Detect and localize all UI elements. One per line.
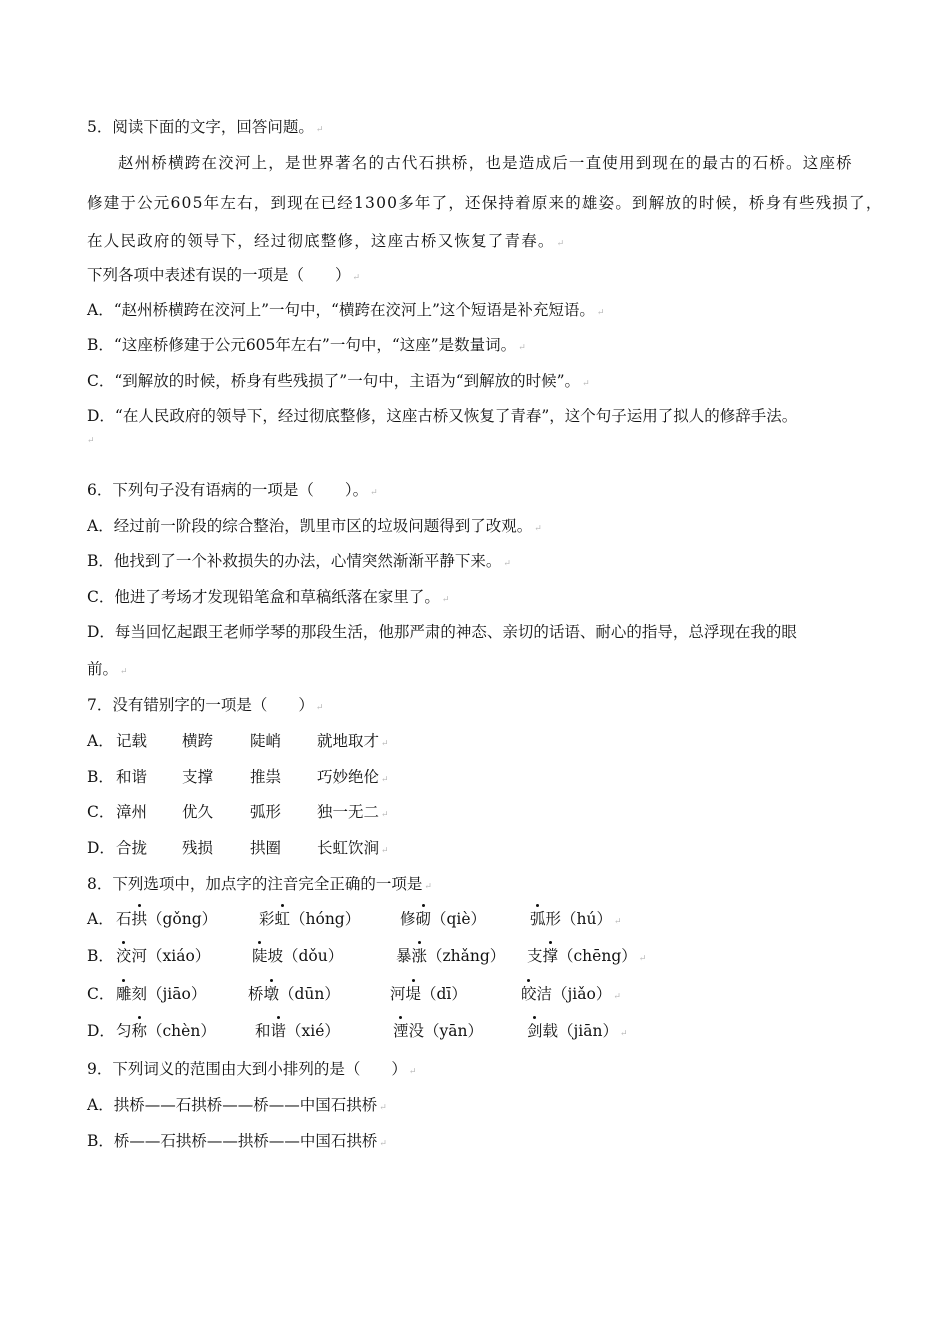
paragraph-mark: ↵ xyxy=(87,436,95,446)
q8-item: 修砌（qiè） xyxy=(400,909,486,929)
q7-word: 巧妙绝伦 xyxy=(317,768,380,786)
q6-title: 6．下列句子没有语病的一项是（ ）。 ↵ xyxy=(87,481,378,499)
q5-passage-line-3: 在人民政府的领导下，经过彻底整修，这座古桥又恢复了青春。 ↵ xyxy=(87,232,566,250)
q8-row-label: A． xyxy=(87,910,114,928)
q7-row-label: D． xyxy=(87,839,115,857)
q8-item: 剑载（jiān） xyxy=(527,1021,618,1041)
q8-item: 石拱（gǒng） xyxy=(116,909,217,929)
q6-option-c: C．他进了考场才发现铅笔盒和草稿纸落在家里了。 ↵ xyxy=(87,588,450,606)
q9-option-b: B．桥——石拱桥——拱桥——中国石拱桥 ↵ xyxy=(87,1132,387,1150)
q8-row-b: B． 洨河（xiáo） 陡坡（dǒu） 暴涨（zhǎng） 支撑（chēng） ↵ xyxy=(87,946,787,968)
q8-item: 暴涨（zhǎng） xyxy=(396,946,505,966)
q7-row-a: A． 记载 横跨 陡峭 就地取才 ↵ xyxy=(87,732,389,750)
emphasis-dot xyxy=(277,1016,280,1019)
emphasis-dot xyxy=(527,979,530,982)
q8-row-d: D． 匀称（chèn） 和谐（xié） 湮没（yān） 剑载（jiān） ↵ xyxy=(87,1021,787,1043)
q7-word: 漳州 xyxy=(116,803,148,821)
q7-word: 独一无二 xyxy=(317,803,380,821)
emphasis-dot xyxy=(138,1016,141,1019)
q5-option-c: C．“到解放的时候，桥身有些残损了”一句中，主语为“到解放的时候”。 ↵ xyxy=(87,372,590,390)
q7-row-b: B． 和谐 支撑 推祟 巧妙绝伦 ↵ xyxy=(87,768,389,786)
emphasis-dot xyxy=(122,941,125,944)
q8-item: 弧形（hú） xyxy=(530,909,612,929)
q7-word: 残损 xyxy=(182,839,214,857)
emphasis-dot xyxy=(422,904,425,907)
q8-item: 洨河（xiáo） xyxy=(116,946,210,966)
q8-row-a: A． 石拱（gǒng） 彩虹（hóng） 修砌（qiè） 弧形（hú） ↵ xyxy=(87,909,787,931)
q8-title: 8．下列选项中，加点字的注音完全正确的一项是 ↵ xyxy=(87,875,432,893)
q7-word: 拱圈 xyxy=(250,839,282,857)
q7-word: 长虹饮涧 xyxy=(317,839,380,857)
emphasis-dot xyxy=(412,979,415,982)
emphasis-dot xyxy=(281,904,284,907)
q7-word: 优久 xyxy=(182,803,214,821)
q8-item: 支撑（chēng） xyxy=(527,946,637,966)
q9-option-a: A．拱桥——石拱桥——桥——中国石拱桥 ↵ xyxy=(87,1096,387,1114)
q5-passage-line-1: 赵州桥横跨在洨河上，是世界著名的古代石拱桥，也是造成后一直使用到现在的最古的石桥。这座桥 xyxy=(118,154,853,172)
q5-option-d: D．“在人民政府的领导下，经过彻底整修，这座古桥又恢复了青春”，这个句子运用了拟人的修辞手法。 xyxy=(87,407,798,425)
q7-word: 弧形 xyxy=(250,803,282,821)
q9-title: 9．下列词义的范围由大到小排列的是（ ） ↵ xyxy=(87,1060,417,1078)
q8-row-c: C． 雕刻（jiāo） 桥墩（dūn） 河堤（dī） 皎洁（jiǎo） ↵ xyxy=(87,984,787,1006)
q5-stem: 下列各项中表述有误的一项是（ ） ↵ xyxy=(87,266,361,284)
q8-item: 和谐（xié） xyxy=(255,1021,340,1041)
q7-row-label: B． xyxy=(87,768,114,786)
q7-row-label: C． xyxy=(87,803,115,821)
q8-item: 匀称（chèn） xyxy=(116,1021,216,1041)
q8-item: 彩虹（hóng） xyxy=(259,909,360,929)
q6-option-d: D．每当回忆起跟王老师学琴的那段生活，他那严肃的神态、亲切的话语、耐心的指导，总浮现在我的眼 xyxy=(87,623,797,641)
emphasis-dot xyxy=(418,941,421,944)
q8-row-label: B． xyxy=(87,947,114,965)
q8-row-label: C． xyxy=(87,985,115,1003)
q7-row-d: D． 合拢 残损 拱圈 长虹饮涧 ↵ xyxy=(87,839,389,857)
q7-row-c: C． 漳州 优久 弧形 独一无二 ↵ xyxy=(87,803,389,821)
q5-option-b: B．“这座桥修建于公元605年左右”一句中，“这座”是数量词。 ↵ xyxy=(87,336,526,354)
emphasis-dot xyxy=(399,1016,402,1019)
q7-word: 就地取才 xyxy=(317,732,380,750)
emphasis-dot xyxy=(549,941,552,944)
q7-word: 和谐 xyxy=(116,768,148,786)
q6-option-b: B．他找到了一个补救损失的办法，心情突然渐渐平静下来。 ↵ xyxy=(87,552,511,570)
q7-word: 记载 xyxy=(116,732,148,750)
q8-item: 皎洁（jiǎo） xyxy=(521,984,611,1004)
emphasis-dot xyxy=(122,979,125,982)
q8-item: 河堤（dī） xyxy=(390,984,467,1004)
q8-item: 雕刻（jiāo） xyxy=(116,984,206,1004)
q8-row-label: D． xyxy=(87,1022,115,1040)
q7-title: 7．没有错别字的一项是（ ） ↵ xyxy=(87,696,324,714)
emphasis-dot xyxy=(138,904,141,907)
q7-word: 合拢 xyxy=(116,839,148,857)
emphasis-dot xyxy=(536,904,539,907)
q7-row-label: A． xyxy=(87,732,114,750)
q5-title: 5．阅读下面的文字，回答问题。 ↵ xyxy=(87,118,324,136)
q6-option-d-cont: 前。 ↵ xyxy=(87,660,128,678)
q8-item: 湮没（yān） xyxy=(393,1021,483,1041)
q8-item: 陡坡（dǒu） xyxy=(252,946,343,966)
emphasis-dot xyxy=(270,979,273,982)
q5-passage-line-2: 修建于公元605年左右，到现在已经1300多年了，还保持着原来的雄姿。到解放的时候，桥身有些残损了， xyxy=(87,194,883,212)
q5-option-a: A．“赵州桥横跨在洨河上”一句中，“横跨在洨河上”这个短语是补充短语。 ↵ xyxy=(87,301,605,319)
q6-option-a: A．经过前一阶段的综合整治，凯里市区的垃圾问题得到了改观。 ↵ xyxy=(87,517,542,535)
q8-item: 桥墩（dūn） xyxy=(248,984,340,1004)
emphasis-dot xyxy=(533,1016,536,1019)
q7-word: 推祟 xyxy=(250,768,282,786)
q7-word: 支撑 xyxy=(182,768,214,786)
emphasis-dot xyxy=(258,941,261,944)
q7-word: 陡峭 xyxy=(250,732,282,750)
q7-word: 横跨 xyxy=(182,732,214,750)
